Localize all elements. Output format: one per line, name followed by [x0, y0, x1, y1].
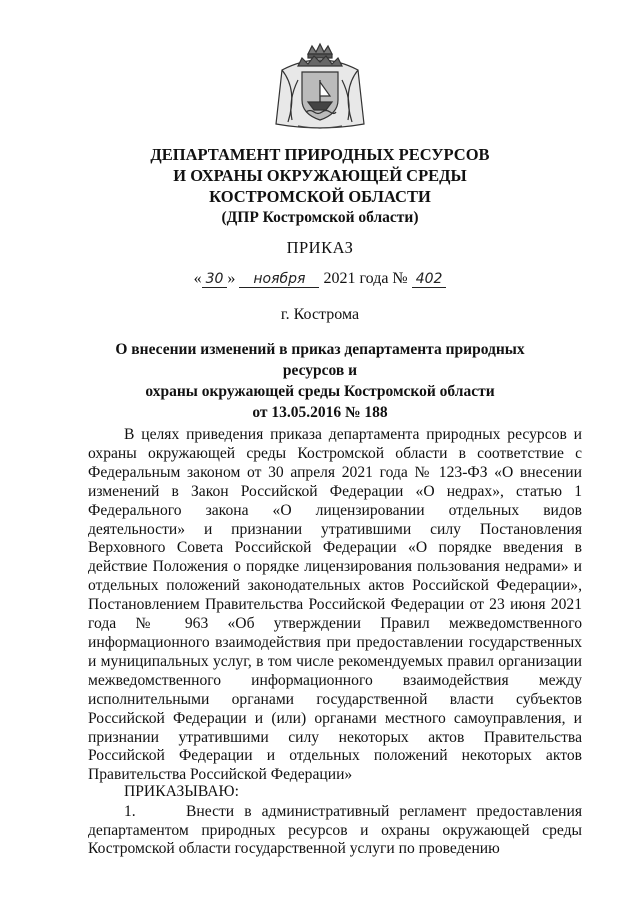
subject-line-1: О внесении изменений в приказ департамента природных ресурсов и	[115, 341, 525, 379]
date-number-line	[0, 270, 640, 288]
department-header	[80, 144, 560, 228]
handwritten-day: 30	[202, 271, 228, 288]
preamble-paragraph: В целях приведения приказа департамента природных ресурсов и охраны окружающей среды Костромской области в соответствие с Федеральным законом от 30 апреля 2021 года № 123-ФЗ «О внесении изменений в Закон Российской Федерации «О недрах», статью 1 Федерального закона «О лицензировании отдельных видов деятельности» и признании утратившими силу Постановления Верховного Совета Российской Федерации «О порядке введения в действие Положения о порядке лицензирования пользования недрами» и отдельных положений законодательных актов Российской Федерации», Постановлением Правительства Российской Федерации от 23 июня 2021 года № 963 «Об утверждении Правил межведомственного информационного взаимодействия при предоставлении государственных и муниципальных услуг, в том числе рекомендуемых правил организации межведомственного информационного взаимодействия между исполнительными органами государственной власти субъектов Российской Федерации и (или) органами местного самоуправления, и признании утратившими силу некоторых актов Правительства Российской Федерации и отдельных положений некоторых актов Правительства Российской Федерации»	[88, 426, 582, 784]
header-line-3: КОСТРОМСКОЙ ОБЛАСТИ	[209, 187, 431, 206]
header-abbreviation: (ДПР Костромской области)	[221, 209, 419, 226]
order-word: ПРИКАЗЫВАЮ:	[124, 783, 239, 800]
handwritten-month: ноября	[239, 271, 319, 288]
order-item-1: 1. Внести в административный регламент предоставления департаментом природных ресурсов и охраны окружающей среды Костромской области государственной услуги по проведению	[88, 803, 582, 857]
handwritten-order-number: 402	[412, 271, 447, 288]
header-line-2: И ОХРАНЫ ОКРУЖАЮЩЕЙ СРЕДЫ	[173, 166, 467, 185]
city-line: г. Кострома	[280, 306, 360, 323]
header-line-1: ДЕПАРТАМЕНТ ПРИРОДНЫХ РЕСУРСОВ	[150, 145, 490, 164]
open-quote: «	[193, 270, 202, 287]
coat-of-arms-emblem	[268, 40, 372, 132]
subject-line-3: от 13.05.2016 № 188	[252, 404, 388, 421]
order-subject	[92, 339, 548, 423]
subject-line-2: охраны окружающей среды Костромской области	[145, 383, 495, 400]
close-quote: »	[227, 270, 236, 287]
document-type-title: ПРИКАЗ	[286, 238, 354, 257]
year-text: 2021 года №	[323, 270, 408, 287]
